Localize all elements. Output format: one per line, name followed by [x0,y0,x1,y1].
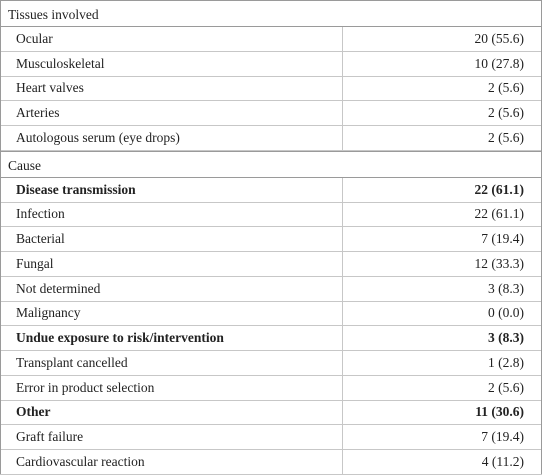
table-row [0,277,542,302]
section-heading-cause: Cause [0,151,542,178]
table-row [0,450,542,475]
row-value: 22 (61.1) [474,181,524,197]
table-row [0,425,542,450]
row-label: Graft failure [0,425,343,449]
table-row [0,302,542,327]
row-value: 3 (8.3) [488,280,524,296]
row-label: Undue exposure to risk/intervention [0,326,343,350]
row-value: 12 (33.3) [474,255,524,271]
row-value: 11 (30.6) [475,404,524,420]
row-value: 2 (5.6) [488,80,524,96]
row-label: Disease transmission [0,178,343,202]
table-row [0,326,542,351]
row-label: Autologous serum (eye drops) [0,126,343,150]
table-row [0,126,542,151]
row-value: 4 (11.2) [481,453,524,469]
row-value: 0 (0.0) [488,305,524,321]
table-row [0,376,542,401]
row-label: Cardiovascular reaction [0,450,343,474]
table-row [0,203,542,228]
row-label: Transplant cancelled [0,351,343,375]
table-row [0,401,542,426]
row-value: 2 (5.6) [488,129,524,145]
row-value: 10 (27.8) [474,55,524,71]
table-row [0,101,542,126]
table-row [0,77,542,102]
table-left-border [0,0,1,474]
table-row [0,27,542,52]
row-label: Other [0,401,343,425]
row-value: 3 (8.3) [488,330,524,346]
row-label: Musculoskeletal [0,52,343,76]
row-value: 2 (5.6) [488,379,524,395]
row-value: 1 (2.8) [488,354,524,370]
row-label: Infection [0,203,343,227]
row-value: 7 (19.4) [481,429,524,445]
row-label: Heart valves [0,77,343,101]
row-label: Bacterial [0,227,343,251]
row-label: Arteries [0,101,343,125]
table-row [0,227,542,252]
table-row [0,52,542,77]
row-value: 20 (55.6) [474,30,524,46]
row-value: 22 (61.1) [474,206,524,222]
row-label: Malignancy [0,302,343,326]
table-row [0,178,542,203]
table-row [0,252,542,277]
row-label: Not determined [0,277,343,301]
row-value: 7 (19.4) [481,231,524,247]
table-row [0,351,542,376]
row-label: Fungal [0,252,343,276]
section-heading-tissues: Tissues involved [0,0,542,27]
row-label: Error in product selection [0,376,343,400]
row-label: Ocular [0,27,343,51]
row-value: 2 (5.6) [488,105,524,121]
